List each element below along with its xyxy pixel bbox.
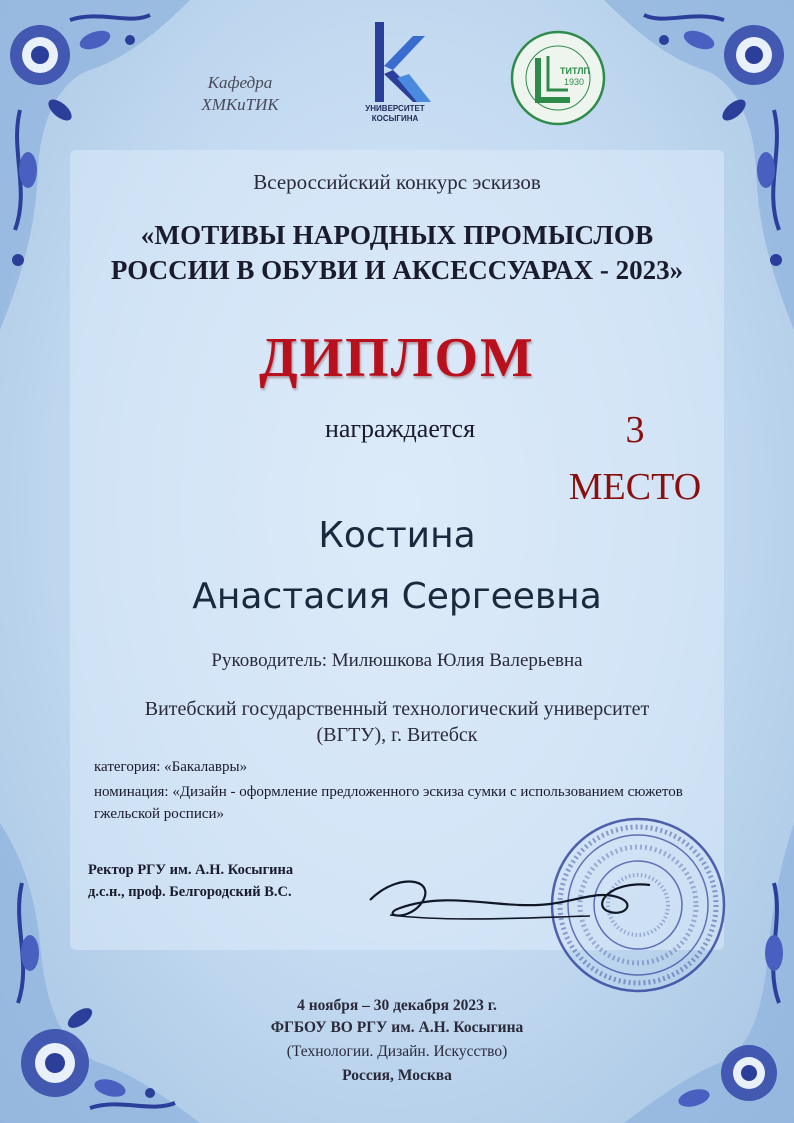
category-line: категория: «Бакалавры» <box>94 759 248 775</box>
diploma-heading: ДИПЛОМ <box>259 327 535 389</box>
contest-title-line2: РОССИИ В ОБУВИ И АКСЕССУАРАХ - 2023» <box>110 255 684 285</box>
university-line2: (ВГТУ), г. Витебск <box>316 724 478 746</box>
awarded-label: награждается <box>324 414 476 443</box>
institute-logo-year: 1930 <box>564 77 585 87</box>
place-number: 3 <box>625 409 645 451</box>
event-location: Россия, Москва <box>342 1067 452 1084</box>
recipient-surname: Костина <box>318 515 476 556</box>
contest-subtitle: Всероссийский конкурс эскизов <box>253 170 541 194</box>
department-label-line1: Кафедра <box>207 73 273 92</box>
rector-title: Ректор РГУ им. А.Н. Косыгина <box>88 862 294 878</box>
place-word: МЕСТО <box>568 466 702 508</box>
recipient-given-names: Анастасия Сергеевна <box>192 576 602 617</box>
organizer: ФГБОУ ВО РГУ им. А.Н. Косыгина <box>270 1019 524 1036</box>
university-logo-name: УНИВЕРСИТЕТ КОСЫГИНА <box>365 104 425 123</box>
rector-signature <box>360 860 660 940</box>
nomination-line: номинация: «Дизайн - оформление предложенного эскиза сумки с использованием сюжетов гжельской росписи» <box>94 784 683 822</box>
organizer-tagline: (Технологии. Дизайн. Искусство) <box>286 1043 508 1060</box>
institute-logo-abbr: ТИТЛП <box>560 66 591 76</box>
university-line1: Витебский государственный технологический университет <box>144 698 650 720</box>
institute-logo <box>508 28 608 128</box>
contest-title-line1: «МОТИВЫ НАРОДНЫХ ПРОМЫСЛОВ <box>140 220 654 250</box>
event-dates: 4 ноября – 30 декабря 2023 г. <box>297 997 497 1014</box>
rector-name: д.с.н., проф. Белгородский В.С. <box>88 884 292 900</box>
department-label <box>170 72 310 116</box>
department-label-line2: ХМКиТИК <box>201 95 279 114</box>
supervisor-line: Руководитель: Милюшкова Юлия Валерьевна <box>211 650 583 671</box>
